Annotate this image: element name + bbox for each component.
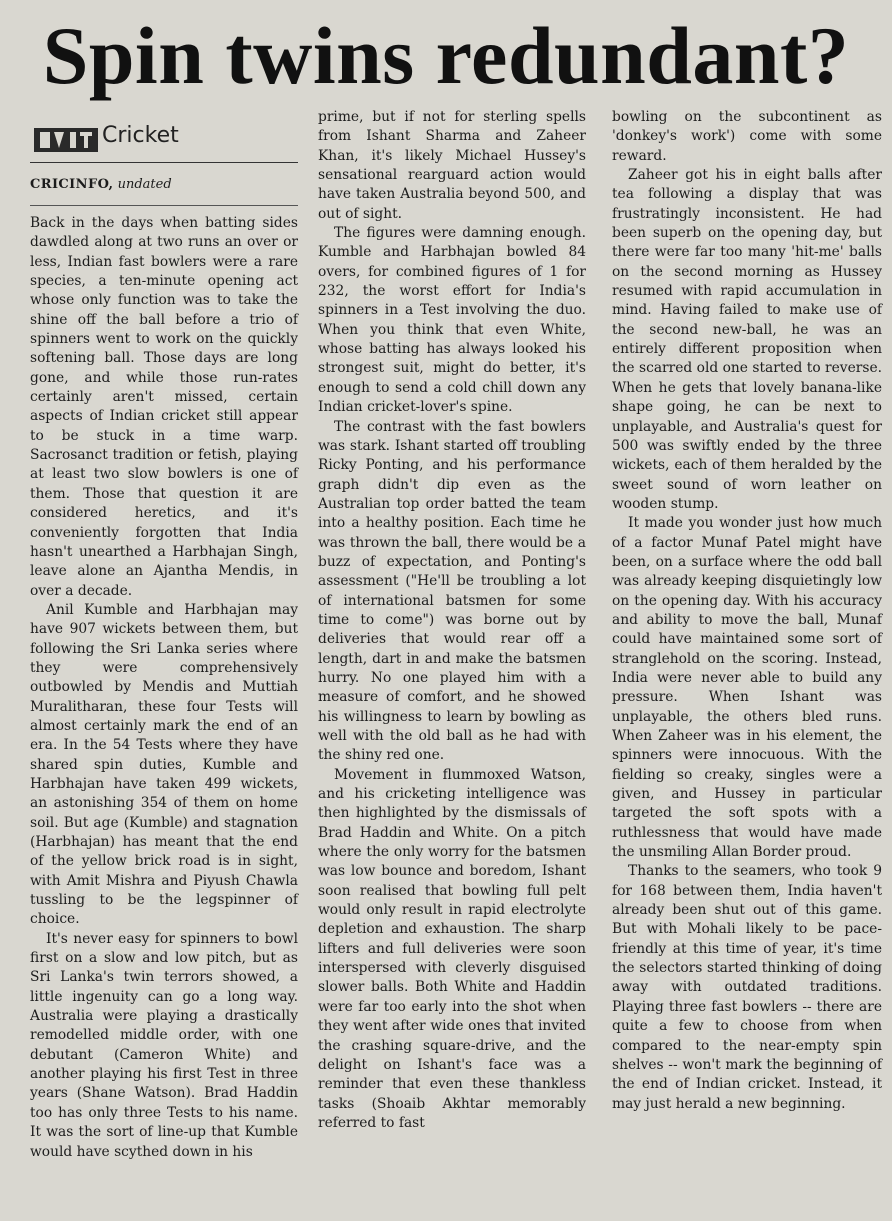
column-1 [30,108,298,1162]
byline-source: CRICINFO, [30,177,114,192]
paragraph: The figures were damning enough. Kumble and Harbhajan bowled 84 overs, for combined figures of 1 for 232, the worst effort for India's spinners in a Test involving the duo. When you think that even White, whose batting has always looked his strongest suit, might do better, it's enough to send a cold chill down any Indian cricket-lover's spine. [318,225,586,416]
column-2 [318,108,586,1133]
paragraph: Zaheer got his in eight balls after tea following a display that was frustratingly inconsistent. He had been superb on the opening day, but there were far too many 'hit-me' balls on the second morning as Hussey resumed with rapid accumulation in mind. Having failed to make use of the second new-ball, he was an entirely different proposition when the scarred old one started to reverse. When he gets that lovely banana-like shape going, he can be next to unplayable, and Australia's quest for 500 was swiftly ended by the three wickets, each of them heralded by the sweet sound of worn leather on wooden stump. [612,167,882,512]
paragraph: prime, but if not for sterling spells from Ishant Sharma and Zaheer Khan, it's likely Michael Hussey's sensational rearguard action would have taken Australia beyond 500, and out of sight. [318,109,586,222]
section-name: Cricket [102,123,179,148]
section-header [30,118,298,163]
byline-date: undated [117,177,172,192]
column-3 [612,108,882,1114]
paragraph: It's never easy for spinners to bowl first on a slow and low pitch, but as Sri Lanka's twin terrors showed, a little ingenuity can go a long way. Australia were playing a drastically remodelled middle order, with one debutant (Cameron White) and another playing his first Test in three years (Shane Watson). Brad Haddin too has only three Tests to his name. It was the sort of line-up that Kumble would have scythed down in his [30,930,298,1160]
paragraph: bowling on the subcontinent as 'donkey's work') come with some reward. [612,109,882,164]
paragraph: It made you wonder just how much of a factor Munaf Patel might have been, on a surface where the odd ball was already keeping disquietingly low on the opening day. With his accuracy and ability to move the ball, Munaf could have maintained some sort of stranglehold on the scoring. Instead, India were never able to build any pressure. When Ishant was unplayable, the others bled runs. When Zaheer was in his element, the spinners were innocuous. With the fielding so creaky, singles were a given, and Hussey in particular targeted the soft spots with a ruthlessness that would have made the unsmiling Allan Border proud. [612,515,882,861]
paragraph: Back in the days when batting sides dawdled along at two runs an over or less, Indian fast bowlers were a rare species, a ten-minute opening act whose only function was to take the shine off the ball before a trio of spinners went to work on the quickly softening ball. Those days are long gone, and while those run-rates certainly aren't missed, certain aspects of Indian cricket still appear to be stuck in a time warp. Sacrosanct tradition or fetish, playing at least two slow bowlers is one of them. Those that question it are considered heretics, and it's conveniently forgotten that India hasn't unearthed a Harbhajan Singh, leave alone an Ajantha Mendis, in over a decade. [30,215,298,599]
paragraph: Thanks to the seamers, who took 9 for 168 between them, India haven't already been shut out of this game. But with Mohali likely to be pace-friendly at this time of year, it's time the selectors started thinking of doing away with outdated traditions. Playing three fast bowlers -- there are quite a few to choose from when compared to the near-empty spin shelves -- won't mark the beginning of the end of Indian cricket. Instead, it may just herald a new beginning. [612,863,882,1112]
paragraph: The contrast with the fast bowlers was stark. Ishant started off troubling Ricky Ponting, and his performance graph didn't dip even as the Australian top order batted the team into a healthy position. Each time he was thrown the ball, there would be a buzz of expectation, and Ponting's assessment ("He'll be troubling a lot of international batsmen for some time to come") was borne out by deliveries that would rear off a length, dart in and make the batsmen hurry. No one played him with a measure of comfort, and he showed his willingness to learn by bowling as well with the old ball as he had with the shiny red one. [318,418,586,764]
byline [30,177,298,206]
paper-logo-icon [34,124,98,154]
paragraph: Anil Kumble and Harbhajan may have 907 wickets between them, but following the Sri Lanka series where they were comprehensively outbowled by Mendis and Muttiah Muralitharan, these four Tests will almost certainly mark the end of an era. In the 54 Tests where they have shared spin duties, Kumble and Harbhajan have taken 499 wickets, an astonishing 354 of them on home soil. But age (Kumble) and stagnation (Harbhajan) has meant that the end of the yellow brick road is in sight, with Amit Mishra and Piyush Chawla tussling to be the legspinner of choice. [30,601,298,928]
headline: Spin twins redundant? [42,10,850,101]
paragraph: Movement in flummoxed Watson, and his cricketing intelligence was then highlighted by the dismissals of Brad Haddin and White. On a pitch where the only worry for the batsmen was low bounce and boredom, Ishant soon realised that bowling full pelt would only result in rapid electrolyte depletion and exhaustion. The sharp lifters and full deliveries were soon interspersed with cleverly disguised slower balls. Both White and Haddin were far too early into the shot when they went after wide ones that invited the crashing square-drive, and the delight on Ishant's face was a reminder that even these thankless tasks (Shoaib Akhtar memorably referred to fast [318,766,586,1131]
